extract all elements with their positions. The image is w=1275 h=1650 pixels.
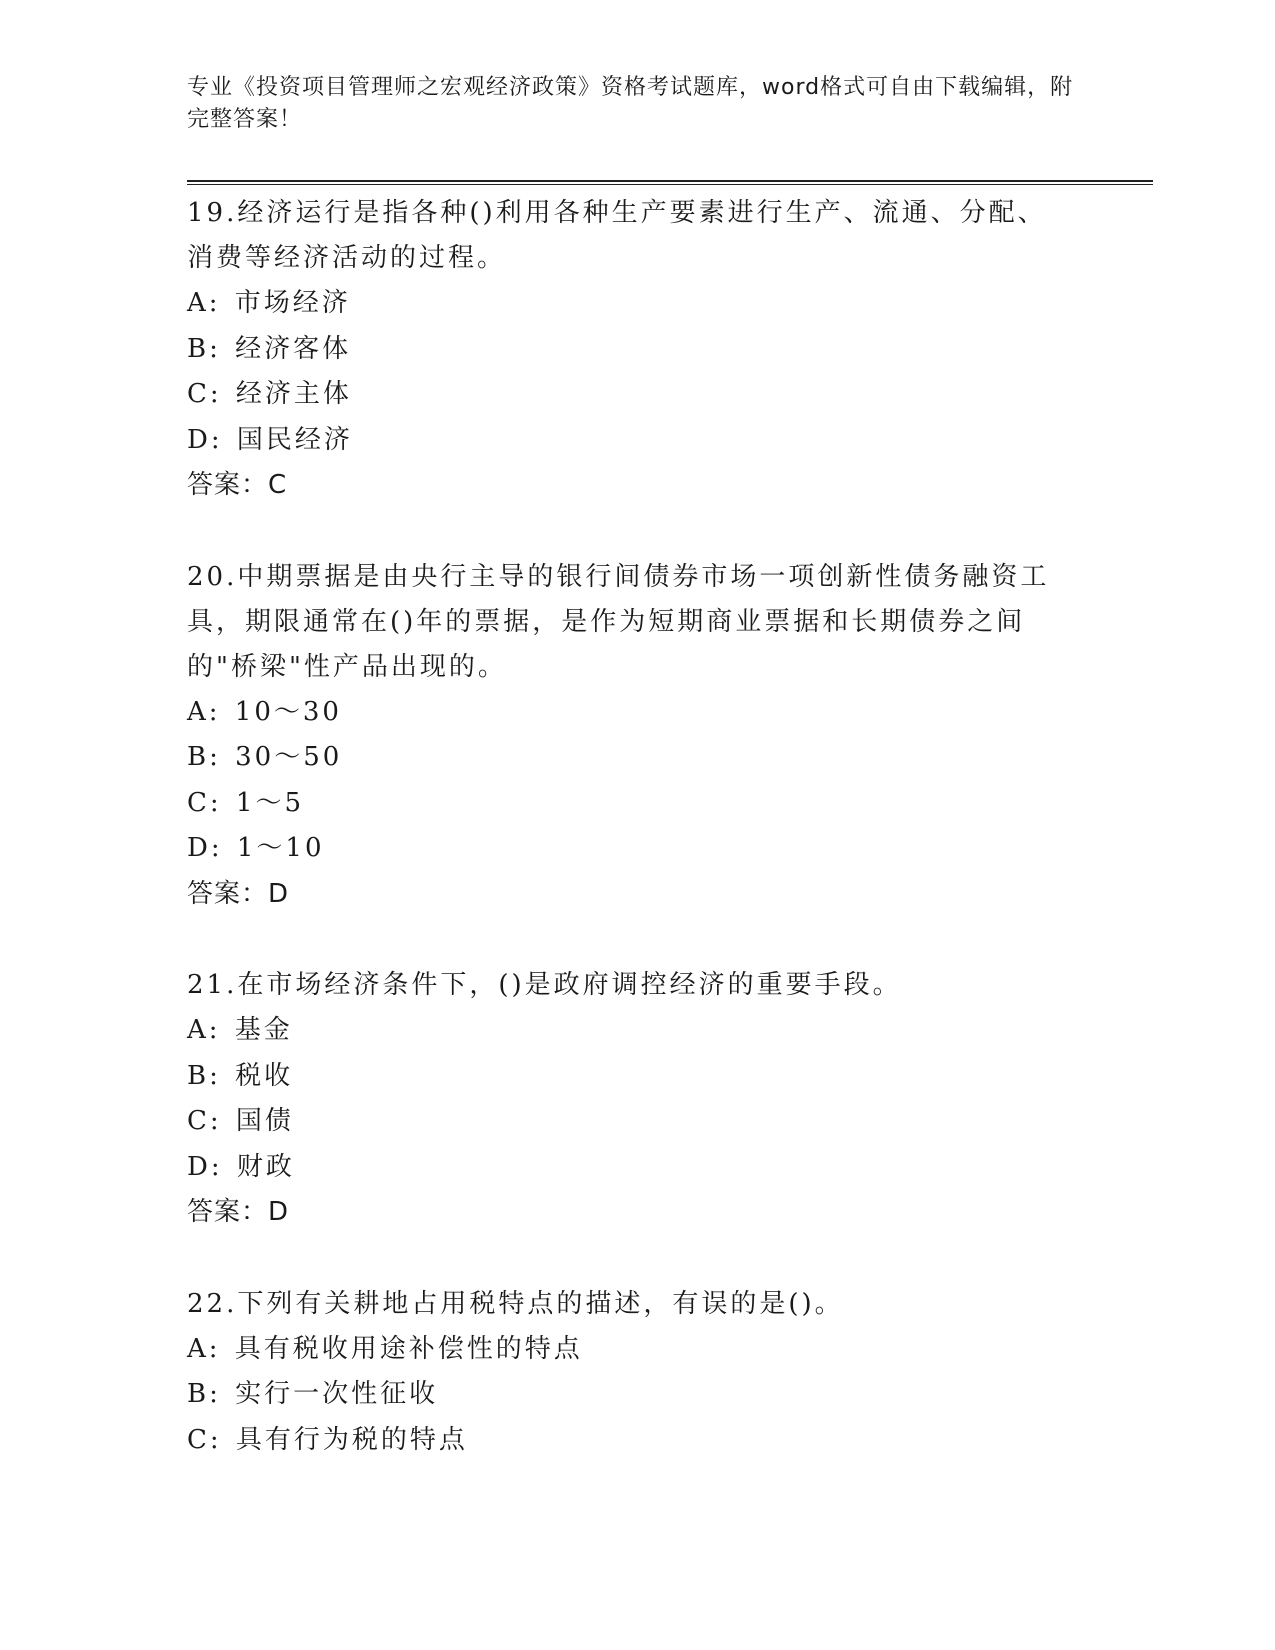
option-letter: C: [187, 787, 210, 818]
option-letter: D: [187, 833, 211, 863]
question-text: 21.在市场经济条件下，()是政府调控经济的重要手段。: [187, 970, 902, 1000]
option-text: 30～50: [235, 742, 343, 772]
option-b: B: 税收: [187, 1054, 1087, 1100]
question-19: [187, 191, 1087, 509]
option-c: C: 具有行为税的特点: [187, 1418, 1087, 1464]
option-text: 经济客体: [235, 333, 352, 364]
option-b: B: 30～50: [187, 735, 1087, 781]
option-letter: B: [187, 333, 210, 364]
option-text: 财政: [236, 1151, 295, 1182]
option-text: 国民经济: [236, 424, 353, 455]
option-text: 实行一次性征收: [235, 1379, 439, 1409]
option-a: A: 10～30: [187, 690, 1087, 736]
option-a: A: 基金: [187, 1008, 1087, 1054]
option-b: B: 实行一次性征收: [187, 1372, 1087, 1418]
option-c: C: 经济主体: [187, 372, 1087, 418]
option-letter: D: [187, 1151, 211, 1182]
document-header: 专业《投资项目管理师之宏观经济政策》资格考试题库，word格式可自由下载编辑，附完整答案！: [187, 75, 1074, 132]
option-letter: C: [187, 379, 210, 409]
option-c: C: 国债: [187, 1099, 1087, 1145]
option-a: A: 市场经济: [187, 281, 1087, 327]
question-21: [187, 963, 1087, 1236]
header-divider: [187, 180, 1153, 185]
option-text: 基金: [234, 1015, 293, 1045]
option-d: D: 1～10: [187, 826, 1087, 872]
option-d: D: 国民经济: [187, 418, 1087, 464]
question-list: [187, 191, 1087, 1509]
option-d: D: 财政: [187, 1145, 1087, 1191]
option-letter: A: [187, 696, 209, 727]
option-letter: A: [187, 288, 209, 318]
option-text: 具有税收用途补偿性的特点: [234, 1333, 583, 1364]
question-text: 20.中期票据是由央行主导的银行间债券市场一项创新性债务融资工具，期限通常在()年的票据，是作为短期商业票据和长期债券之间的"桥梁"性产品出现的。: [187, 561, 1050, 682]
question-20: [187, 555, 1087, 918]
question-text: 19.经济运行是指各种()利用各种生产要素进行生产、流通、分配、消费等经济活动的过程。: [187, 198, 1047, 273]
option-c: C: 1～5: [187, 781, 1087, 827]
option-text: 1～5: [235, 787, 304, 818]
answer: 答案：C: [187, 470, 288, 500]
option-text: 1～10: [236, 833, 325, 863]
option-text: 税收: [235, 1060, 294, 1091]
question-text: 22.下列有关耕地占用税特点的描述，有误的是()。: [187, 1288, 844, 1319]
option-letter: B: [187, 1060, 210, 1091]
option-a: A: 具有税收用途补偿性的特点: [187, 1327, 1087, 1373]
option-text: 10～30: [234, 696, 342, 727]
option-letter: C: [187, 1424, 210, 1455]
question-22: [187, 1282, 1087, 1464]
option-letter: B: [187, 742, 210, 772]
option-text: 具有行为税的特点: [235, 1424, 468, 1455]
option-letter: B: [187, 1379, 210, 1409]
option-letter: C: [187, 1106, 210, 1136]
option-text: 国债: [235, 1106, 294, 1136]
answer: 答案：D: [187, 878, 290, 909]
option-letter: A: [187, 1015, 209, 1045]
option-text: 市场经济: [234, 288, 351, 318]
option-letter: A: [187, 1333, 209, 1364]
option-text: 经济主体: [235, 379, 352, 409]
option-b: B: 经济客体: [187, 327, 1087, 373]
answer: 答案：D: [187, 1197, 290, 1227]
option-letter: D: [187, 424, 211, 455]
